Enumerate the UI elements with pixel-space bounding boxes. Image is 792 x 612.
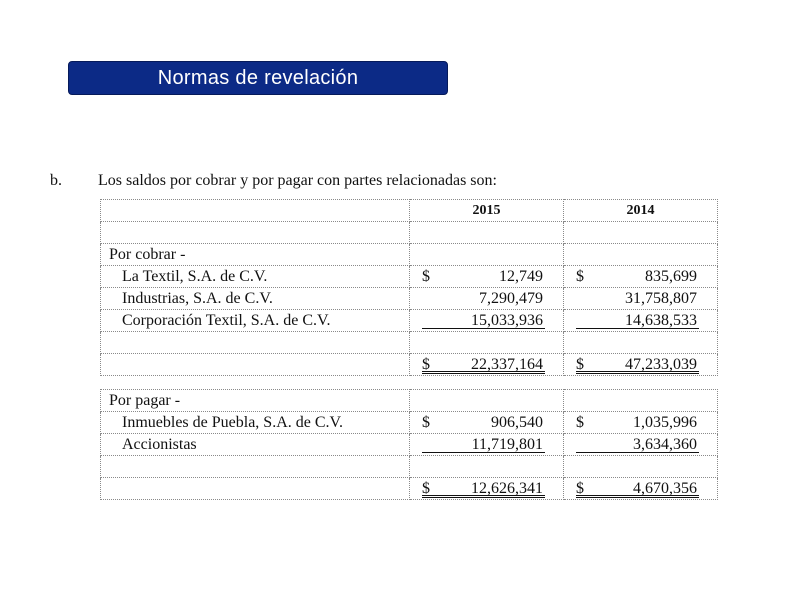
table-row	[101, 434, 718, 456]
amount-value: 14,638,533	[625, 312, 697, 329]
amount-2014	[564, 434, 718, 456]
amount-value: 3,634,360	[633, 436, 697, 453]
subtotal-underline	[576, 328, 699, 329]
subtotal-underline	[576, 452, 699, 453]
total-row	[101, 478, 718, 500]
amount-value: 11,719,801	[471, 436, 543, 453]
note-intro-text: Los saldos por cobrar y por pagar con partes relacionadas son:	[98, 172, 497, 189]
total-2014	[564, 354, 718, 376]
row-label: Corporación Textil, S.A. de C.V.	[101, 310, 410, 332]
section-heading-row	[101, 390, 718, 412]
slide-title: Normas de revelación	[68, 61, 448, 95]
table-row	[101, 288, 718, 310]
total-label-blank	[101, 354, 410, 376]
amount-2015	[410, 266, 564, 288]
currency-symbol: $	[576, 414, 584, 431]
total-value: 22,337,164	[471, 356, 543, 373]
currency-symbol: $	[422, 480, 430, 497]
amount-2015	[410, 310, 564, 332]
payables-heading: Por pagar -	[101, 390, 410, 412]
total-double-underline	[576, 495, 699, 498]
spacer-row	[101, 332, 718, 354]
row-label: Accionistas	[101, 434, 410, 456]
amount-value: 835,699	[645, 268, 697, 285]
total-2014	[564, 478, 718, 500]
amount-2014	[564, 412, 718, 434]
amount-value: 906,540	[491, 414, 543, 431]
amount-value: 31,758,807	[625, 290, 697, 307]
amount-2014	[564, 310, 718, 332]
amount-2015	[410, 412, 564, 434]
currency-symbol: $	[422, 356, 430, 373]
total-double-underline	[422, 495, 545, 498]
total-value: 4,670,356	[633, 480, 697, 497]
spacer-row	[101, 456, 718, 478]
currency-symbol: $	[422, 414, 430, 431]
total-2015	[410, 478, 564, 500]
amount-value: 15,033,936	[471, 312, 543, 329]
row-label: Inmuebles de Puebla, S.A. de C.V.	[101, 412, 410, 434]
note-label: b.	[50, 172, 62, 189]
amount-value: 1,035,996	[633, 414, 697, 431]
spacer-row	[101, 222, 718, 244]
receivables-heading: Por cobrar -	[101, 244, 410, 266]
subtotal-underline	[422, 452, 545, 453]
total-double-underline	[576, 371, 699, 374]
amount-2015	[410, 434, 564, 456]
row-label: Industrias, S.A. de C.V.	[101, 288, 410, 310]
total-label-blank	[101, 478, 410, 500]
subtotal-underline	[422, 328, 545, 329]
year-header-row	[101, 200, 718, 222]
table-row	[101, 310, 718, 332]
amount-2014	[564, 266, 718, 288]
total-value: 12,626,341	[471, 480, 543, 497]
year-2014-header: 2014	[564, 200, 718, 222]
currency-symbol: $	[576, 480, 584, 497]
receivables-table	[100, 199, 718, 376]
total-2015	[410, 354, 564, 376]
table-row	[101, 412, 718, 434]
amount-2015	[410, 288, 564, 310]
header-blank	[101, 200, 410, 222]
total-value: 47,233,039	[625, 356, 697, 373]
currency-symbol: $	[422, 268, 430, 285]
currency-symbol: $	[576, 356, 584, 373]
table-row	[101, 266, 718, 288]
row-label: La Textil, S.A. de C.V.	[101, 266, 410, 288]
section-heading-row	[101, 244, 718, 266]
total-row	[101, 354, 718, 376]
payables-table	[100, 389, 718, 500]
year-2015-header: 2015	[410, 200, 564, 222]
currency-symbol: $	[576, 268, 584, 285]
amount-2014	[564, 288, 718, 310]
amount-value: 12,749	[499, 268, 543, 285]
total-double-underline	[422, 371, 545, 374]
amount-value: 7,290,479	[479, 290, 543, 307]
